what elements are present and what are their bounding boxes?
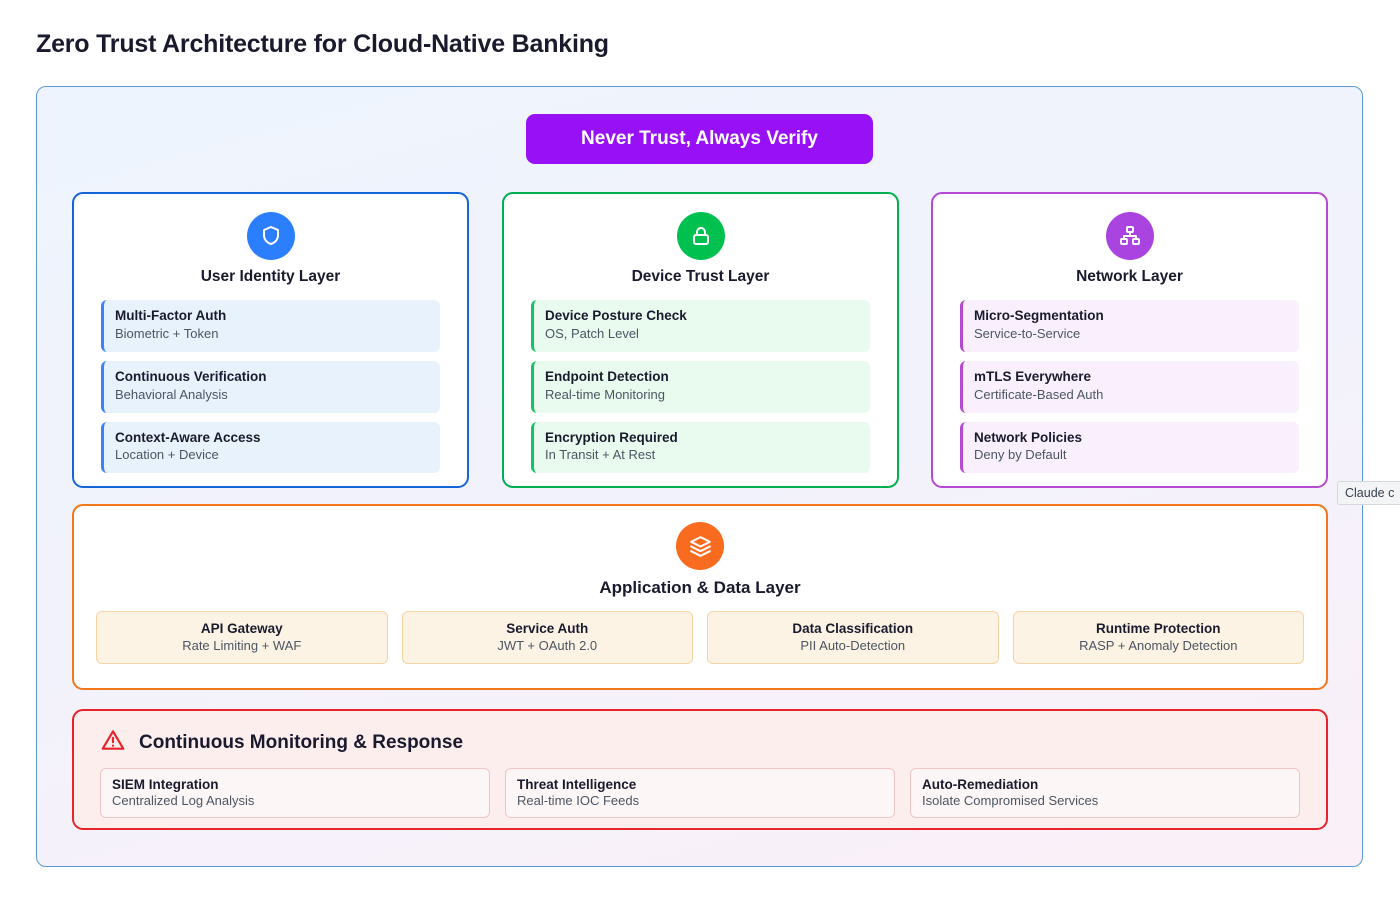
pillar-items	[101, 300, 440, 482]
network-nodes-icon	[1106, 212, 1154, 260]
item-title: Continuous Verification	[115, 368, 267, 384]
item-subtitle: PII Auto-Detection	[800, 638, 906, 653]
item-subtitle: OS, Patch Level	[545, 325, 639, 341]
item-subtitle: Real-time IOC Feeds	[517, 793, 640, 808]
monitoring-header	[100, 727, 463, 758]
item-subtitle: Rate Limiting + WAF	[182, 638, 302, 653]
item-title: Micro-Segmentation	[974, 308, 1104, 323]
list-item	[960, 422, 1299, 474]
item-subtitle: In Transit + At Rest	[545, 447, 656, 463]
item-title: SIEM Integration	[112, 777, 219, 792]
list-item	[531, 361, 870, 413]
item-title: Device Posture Check	[545, 308, 687, 323]
application-layer-title: Application & Data Layer	[599, 578, 801, 597]
list-item	[960, 300, 1299, 352]
item-title: API Gateway	[200, 621, 283, 636]
pillar-user-identity-layer	[72, 192, 469, 488]
list-item	[531, 300, 870, 352]
item-title: Endpoint Detection	[545, 368, 669, 384]
item-title: Runtime Protection	[1095, 621, 1221, 636]
list-item	[101, 300, 440, 352]
list-item	[910, 768, 1300, 818]
application-data-layer	[72, 504, 1328, 690]
item-subtitle: Centralized Log Analysis	[112, 793, 255, 808]
item-subtitle: Service-to-Service	[974, 325, 1081, 341]
item-subtitle: Location + Device	[115, 447, 219, 463]
continuous-monitoring-section	[72, 709, 1328, 830]
item-title: Threat Intelligence	[517, 777, 637, 792]
item-title: mTLS Everywhere	[974, 368, 1092, 384]
item-subtitle: Real-time Monitoring	[545, 386, 665, 402]
list-item	[101, 361, 440, 413]
page-title: Zero Trust Architecture for Cloud-Native Banking	[36, 30, 609, 58]
list-item	[100, 768, 490, 818]
layers-icon	[676, 522, 724, 570]
item-title: Auto-Remediation	[922, 777, 1039, 792]
item-title: Context-Aware Access	[115, 429, 261, 445]
monitoring-title: Continuous Monitoring & Response	[139, 731, 464, 753]
item-subtitle: Behavioral Analysis	[115, 386, 228, 402]
list-item	[402, 611, 694, 664]
pillar-items	[960, 300, 1299, 482]
item-title: Encryption Required	[545, 429, 678, 445]
list-item	[707, 611, 999, 664]
diagram-canvas	[36, 86, 1363, 867]
pillar-network-layer	[931, 192, 1328, 488]
item-title: Service Auth	[506, 621, 589, 636]
pillar-device-trust-layer	[502, 192, 899, 488]
monitoring-cards	[100, 768, 1300, 818]
item-subtitle: Deny by Default	[974, 447, 1067, 463]
item-title: Data Classification	[792, 621, 914, 636]
pillar-title: Device Trust Layer	[631, 268, 770, 285]
lock-icon	[677, 212, 725, 260]
list-item	[101, 422, 440, 474]
list-item	[531, 422, 870, 474]
pillar-title: Network Layer	[1076, 268, 1183, 285]
list-item	[505, 768, 895, 818]
tooltip: Claude c	[1337, 481, 1400, 505]
pillar-items	[531, 300, 870, 482]
application-layer-cards	[96, 611, 1304, 664]
item-subtitle: JWT + OAuth 2.0	[497, 638, 598, 653]
pillar-title: User Identity Layer	[200, 268, 341, 285]
item-title: Multi-Factor Auth	[115, 308, 227, 323]
item-title: Network Policies	[974, 429, 1083, 445]
shield-icon	[247, 212, 295, 260]
zero-trust-banner: Never Trust, Always Verify	[526, 114, 873, 164]
list-item	[960, 361, 1299, 413]
list-item	[1013, 611, 1305, 664]
list-item	[96, 611, 388, 664]
item-subtitle: Biometric + Token	[115, 325, 219, 341]
item-subtitle: Isolate Compromised Services	[922, 793, 1099, 808]
warning-triangle-icon	[100, 727, 126, 758]
item-subtitle: Certificate-Based Auth	[974, 386, 1104, 402]
item-subtitle: RASP + Anomaly Detection	[1079, 638, 1238, 653]
